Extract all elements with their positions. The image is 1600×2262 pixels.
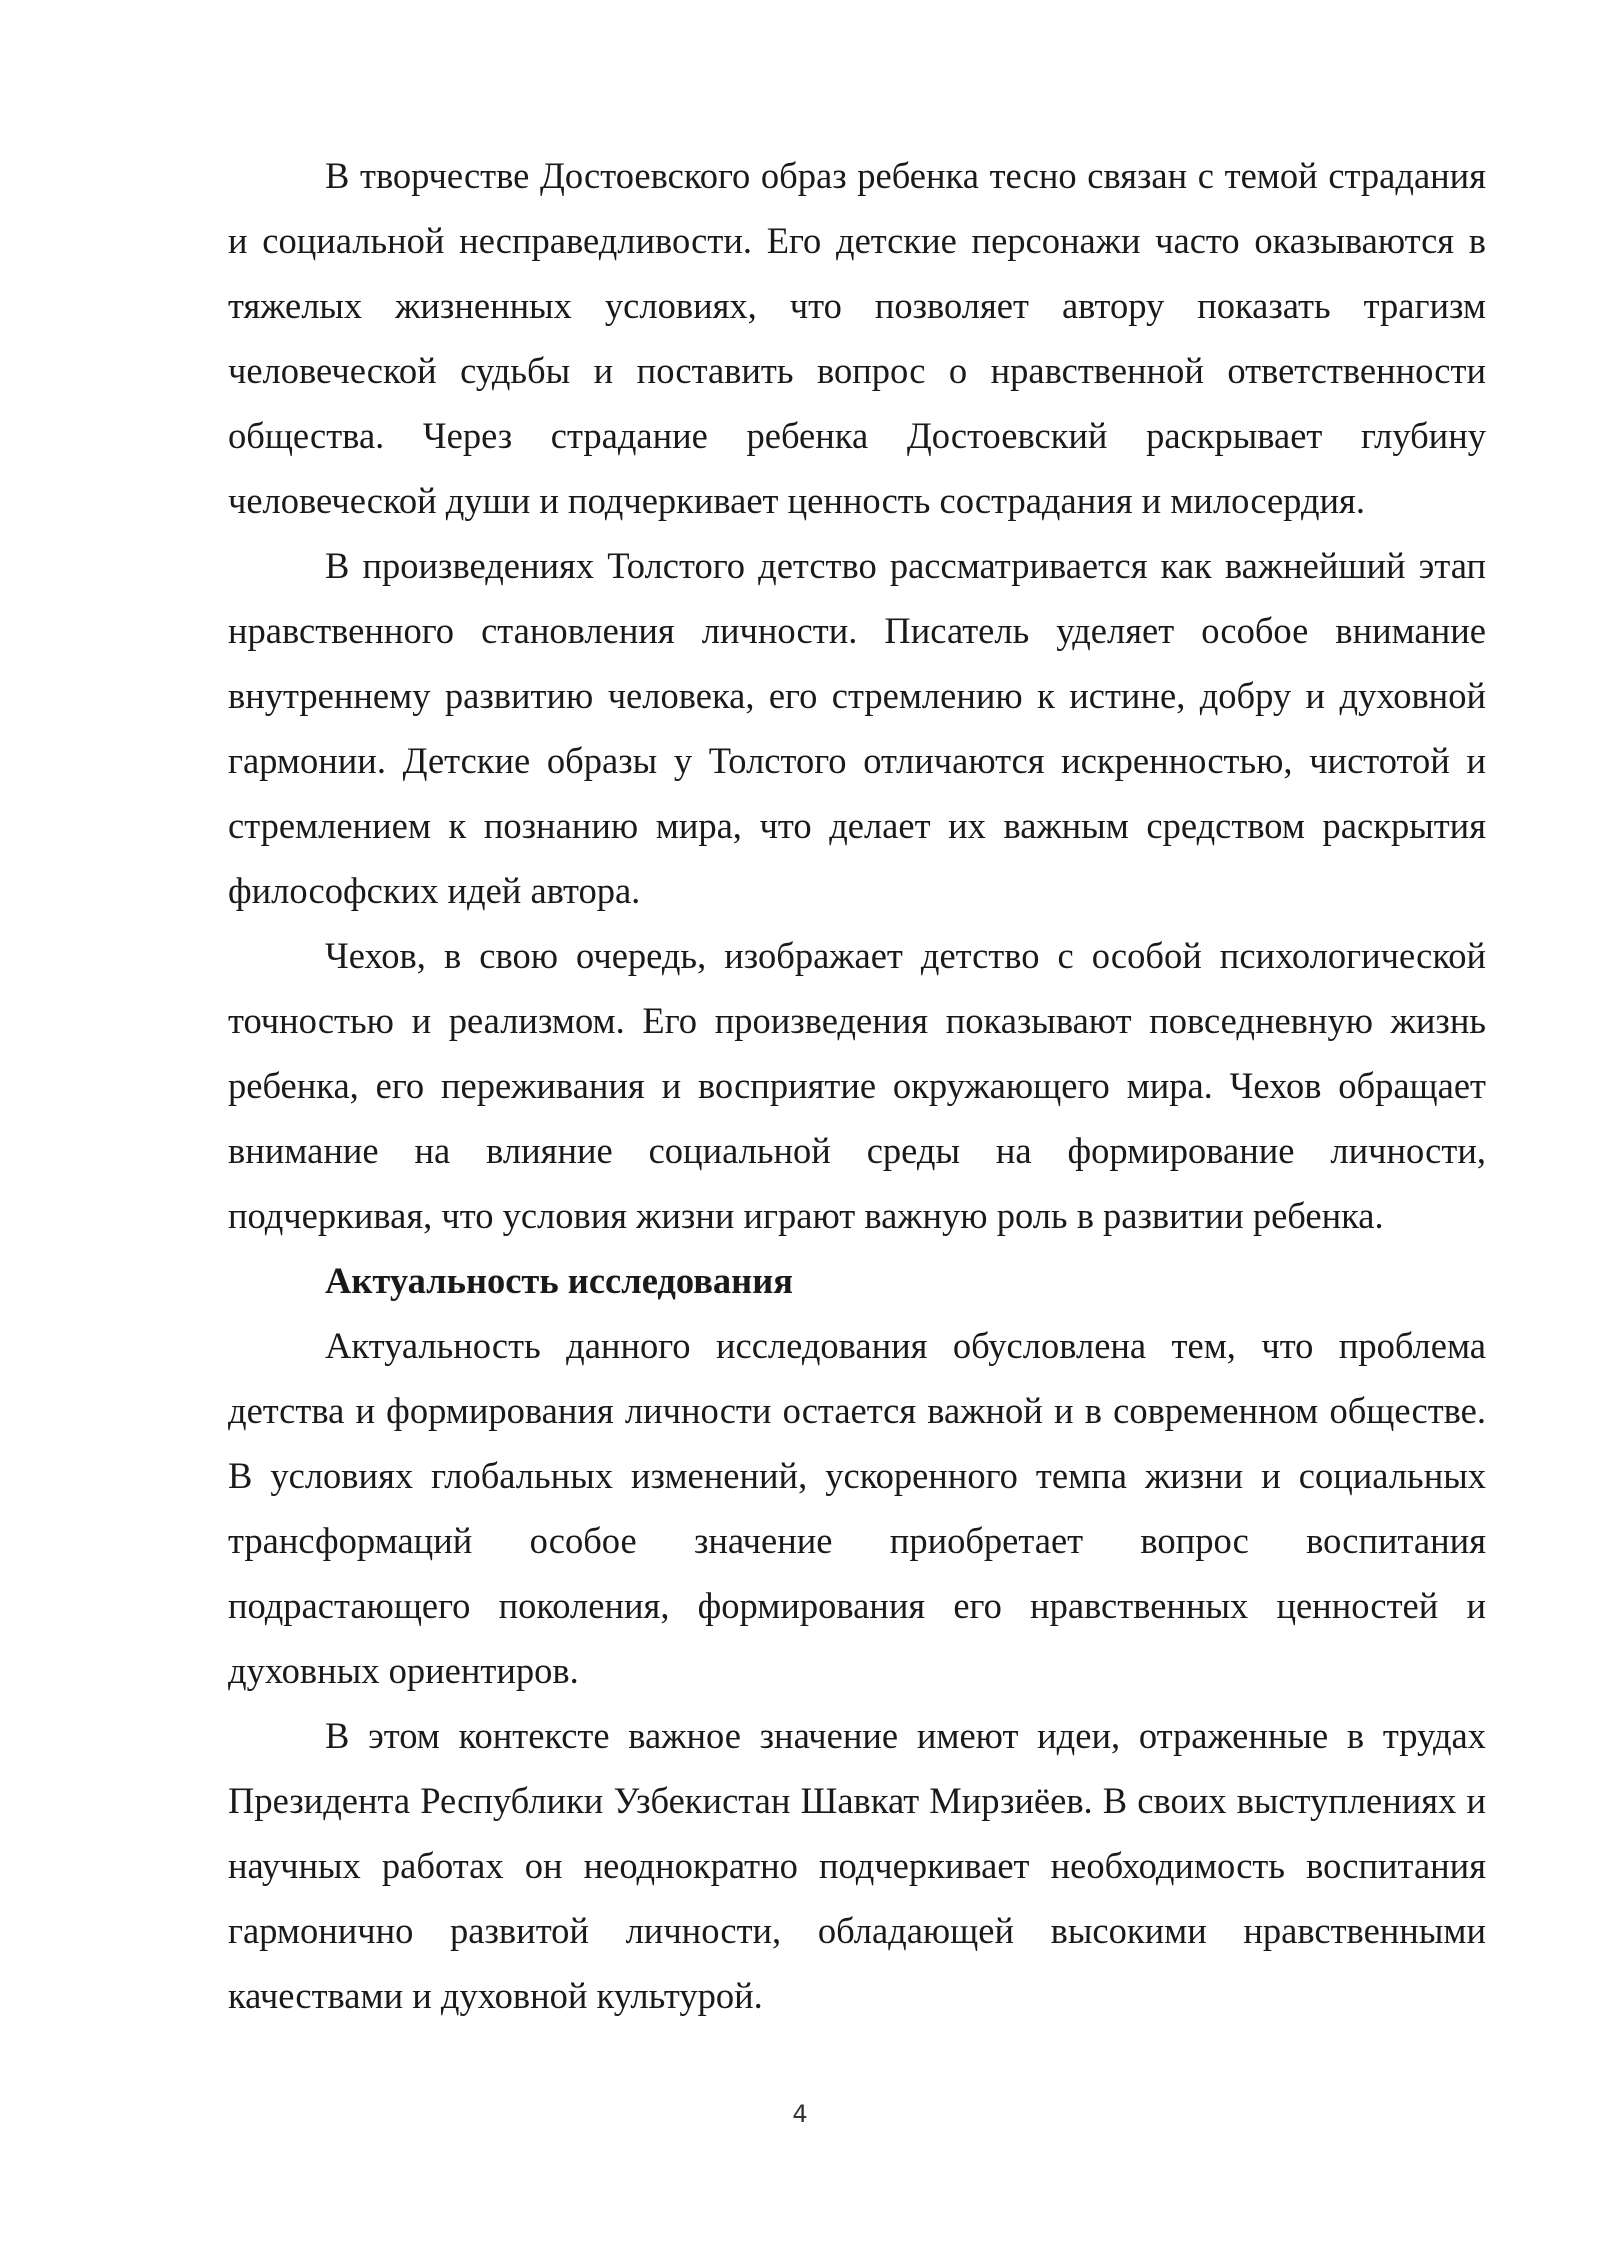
paragraph-chekhov: Чехов, в свою очередь, изображает детство с особой психологической точностью и реализмом. Его произведения показывают повседневную жизнь ребенка, его переживания и восприятие окружающего мира. Чехов обращает внимание на влияние социальной среды на формирование личности, подчеркивая, что условия жизни играют важную роль в развитии ребенка.: [228, 935, 1486, 1236]
section-heading: Актуальность исследования: [325, 1260, 793, 1301]
paragraph-relevance: Актуальность данного исследования обусловлена тем, что проблема детства и формирования личности остается важной и в современном обществе. В условиях глобальных изменений, ускоренного темпа жизни и социальных трансформаций особое значение приобретает вопрос воспитания подрастающего поколения, формирования его нравственных ценностей и духовных ориентиров.: [228, 1325, 1486, 1691]
page-number: 4: [792, 2100, 808, 2128]
body-text: [228, 143, 1486, 2028]
paragraph-dostoevsky: В творчестве Достоевского образ ребенка тесно связан с темой страдания и социальной несправедливости. Его детские персонажи часто оказываются в тяжелых жизненных условиях, что позволяет автору показать трагизм человеческой судьбы и поставить вопрос о нравственной ответственности общества. Через страдание ребенка Достоевский раскрывает глубину человеческой души и подчеркивает ценность сострадания и милосердия.: [228, 155, 1486, 521]
paragraph-context: В этом контексте важное значение имеют идеи, отраженные в трудах Президента Республики Узбекистан Шавкат Мирзиёев. В своих выступлениях и научных работах он неоднократно подчеркивает необходимость воспитания гармонично развитой личности, обладающей высокими нравственными качествами и духовной культурой.: [228, 1715, 1486, 2016]
paragraph-tolstoy: В произведениях Толстого детство рассматривается как важнейший этап нравственного становления личности. Писатель уделяет особое внимание внутреннему развитию человека, его стремлению к истине, добру и духовной гармонии. Детские образы у Толстого отличаются искренностью, чистотой и стремлением к познанию мира, что делает их важным средством раскрытия философских идей автора.: [228, 545, 1486, 911]
